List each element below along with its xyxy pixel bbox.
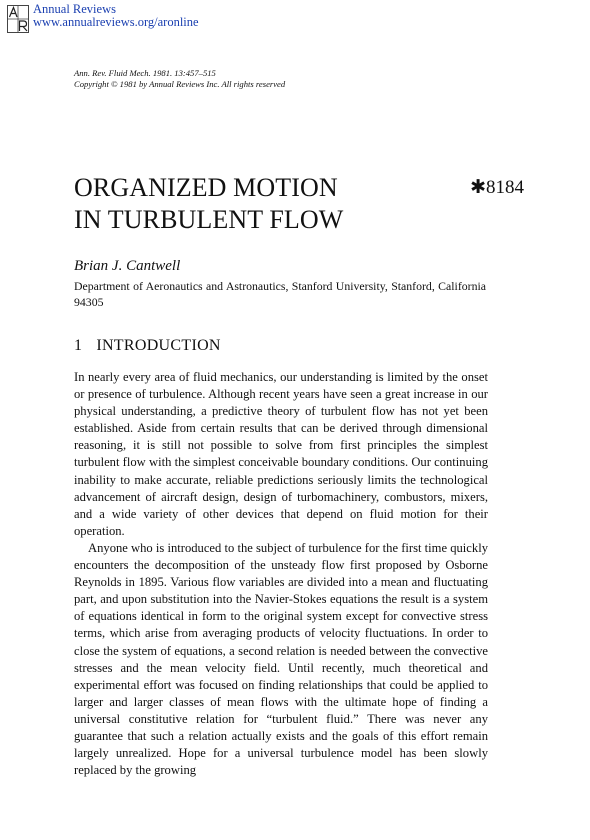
publisher-name: Annual Reviews [33,2,116,16]
paragraph-2: Anyone who is introduced to the subject of turbulence for the first time quickly encounters the decomposition of the unsteady flow first proposed by Osborne Reynolds in 1895. Various flow variables are divided into a mean and fluctuating part, and upon substitution into the Navier-Stokes equations the result is a system of equations identical in form to the original system except for convective stress terms, which arise from averaging products of velocity fluctuations. In order to close the system of equations, a second relation is needed between the convective stresses and the mean velocity field. Until recently, much theoretical and experimental effort was focused on finding relationships that could be applied to larger and larger classes of mean flows with the ultimate hope of finding a universal constitutive relation for “turbulent fluid.” There was never any guarantee that such a relation actually exists and the goals of this effort remain largely unrealized. Hope for a universal turbulence model has been slowly replaced by the growing [74,540,488,778]
title-line-1: ORGANIZED MOTION [74,173,338,202]
citation-copyright: Copyright © 1981 by Annual Reviews Inc. All rights reserved [74,79,286,89]
article-code: ✱8184 [470,177,524,198]
article-title [74,172,343,236]
annual-reviews-logo-icon [7,5,29,33]
author-affiliation: Department of Aeronautics and Astronautics, Stanford University, Stanford, California 94305 [74,279,486,309]
section-number: 1 [74,337,83,354]
publisher-header [33,3,199,29]
author-name: Brian J. Cantwell [74,258,181,274]
section-title: INTRODUCTION [96,337,221,354]
section-heading [74,337,235,355]
citation-journal: Ann. Rev. Fluid Mech. 1981. 13:457–515 [74,68,216,78]
publisher-url-link[interactable]: www.annualreviews.org/aronline [33,15,199,29]
title-line-2: IN TURBULENT FLOW [74,205,344,234]
citation-block [74,68,285,90]
body-text [74,369,488,779]
paragraph-1: In nearly every area of fluid mechanics, our understanding is limited by the onset or presence of turbulence. Although recent years have seen a great increase in our physical understanding, a predictive theory of turbulent flow has not yet been established. Aside from certain results that can be derived through dimensional reasoning, it is still not possible to solve from first principles the simplest turbulent flow with the simplest conceivable boundary conditions. Our continuing inability to make accurate, reliable predictions seriously limits the technological advancement of aircraft design, design of turbomachinery, combustors, mixers, and a wide variety of other devices that depend on fluid motion for their operation. [74,370,488,538]
